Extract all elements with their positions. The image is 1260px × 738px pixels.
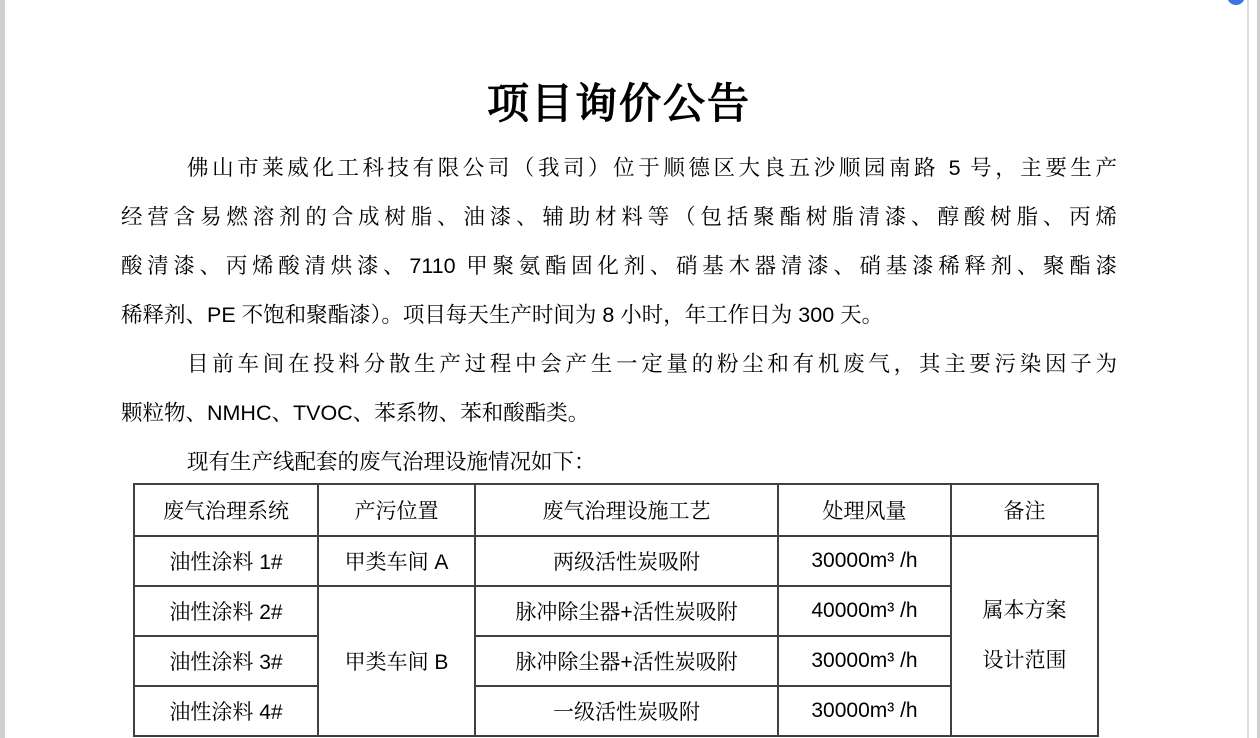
cell-system: 油性涂料 2# bbox=[134, 586, 318, 636]
header-airflow: 处理风量 bbox=[778, 484, 951, 536]
paragraph-line: 现有生产线配套的废气治理设施情况如下： bbox=[187, 450, 596, 474]
document-body bbox=[121, 144, 1117, 487]
cell-process: 两级活性炭吸附 bbox=[475, 536, 778, 586]
page-title: 项目询价公告 bbox=[486, 80, 751, 127]
cell-system: 油性涂料 4# bbox=[134, 686, 318, 736]
paragraph-line: 经营含易燃溶剂的合成树脂、油漆、辅助材料等（包括聚酯树脂清漆、醇酸树脂、丙烯 bbox=[121, 205, 1117, 229]
paragraph-line: 目前车间在投料分散生产过程中会产生一定量的粉尘和有机废气，其主要污染因子为 bbox=[187, 352, 1117, 376]
cell-system: 油性涂料 1# bbox=[134, 536, 318, 586]
header-process: 废气治理设施工艺 bbox=[475, 484, 778, 536]
floating-button-icon[interactable] bbox=[1227, 0, 1245, 5]
paragraph-line: 稀释剂、PE 不饱和聚酯漆）。项目每天生产时间为 8 小时，年工作日为 300 天。 bbox=[121, 303, 884, 327]
header-remark: 备注 bbox=[951, 484, 1098, 536]
paragraph-line: 佛山市莱威化工科技有限公司（我司）位于顺德区大良五沙顺园南路 5 号，主要生产 bbox=[187, 156, 1117, 180]
paragraph-line: 酸清漆、丙烯酸清烘漆、7110 甲聚氨酯固化剂、硝基木器清漆、硝基漆稀释剂、聚酯漆 bbox=[121, 254, 1117, 278]
cell-airflow: 30000m³ /h bbox=[778, 686, 951, 736]
cell-airflow: 40000m³ /h bbox=[778, 586, 951, 636]
cell-process: 脉冲除尘器+活性炭吸附 bbox=[475, 636, 778, 686]
remark-line: 属本方案 bbox=[982, 599, 1067, 622]
paragraph-line: 颗粒物、NMHC、TVOC、苯系物、苯和酸酯类。 bbox=[121, 401, 590, 425]
page-left-edge bbox=[0, 0, 5, 738]
header-location: 产污位置 bbox=[318, 484, 475, 536]
cell-system: 油性涂料 3# bbox=[134, 636, 318, 686]
table-header-row bbox=[134, 484, 1098, 536]
scrollbar-track[interactable] bbox=[1247, 0, 1249, 738]
waste-gas-treatment-table bbox=[133, 483, 1099, 737]
cell-location: 甲类车间 B bbox=[318, 586, 475, 736]
cell-process: 脉冲除尘器+活性炭吸附 bbox=[475, 586, 778, 636]
table-row bbox=[134, 536, 1098, 586]
cell-process: 一级活性炭吸附 bbox=[475, 686, 778, 736]
cell-airflow: 30000m³ /h bbox=[778, 636, 951, 686]
remark-line: 设计范围 bbox=[982, 649, 1067, 672]
header-system: 废气治理系统 bbox=[134, 484, 318, 536]
cell-remark bbox=[951, 536, 1098, 736]
cell-location: 甲类车间 A bbox=[318, 536, 475, 586]
cell-airflow: 30000m³ /h bbox=[778, 536, 951, 586]
